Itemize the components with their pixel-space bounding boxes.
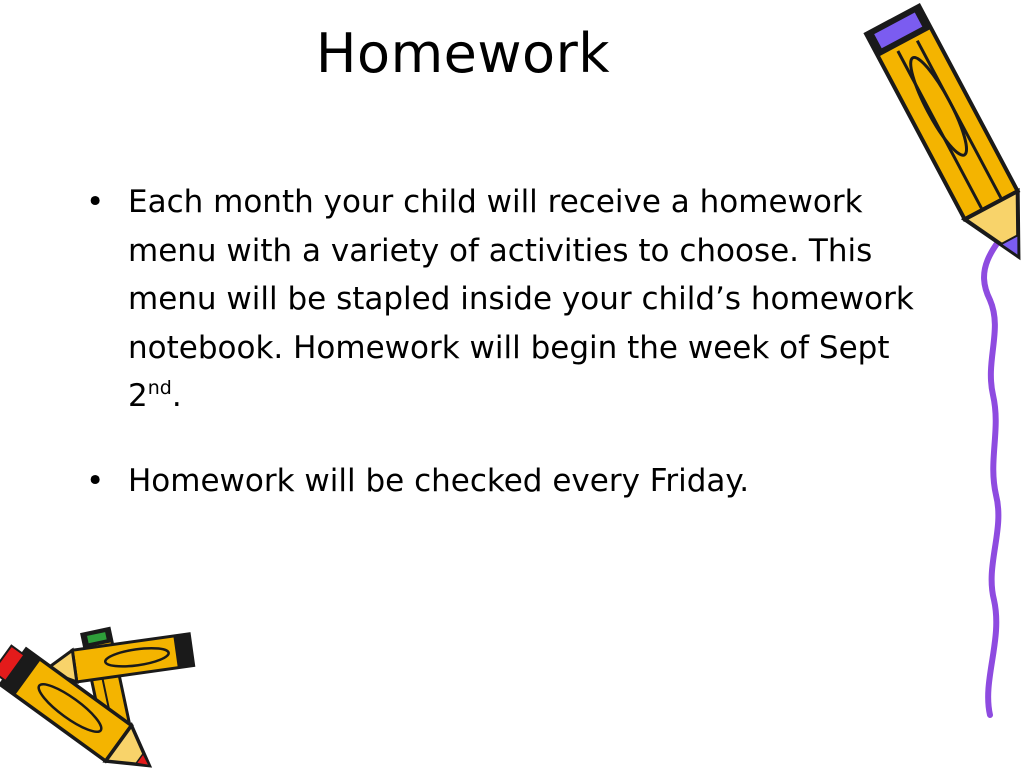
- bullet-item: [84, 457, 944, 506]
- bullet-dot: •: [86, 184, 105, 220]
- bullet-list: [84, 178, 944, 505]
- pencils-icon: [0, 628, 194, 768]
- slide-title: Homework: [315, 22, 611, 85]
- bullet-dot: •: [86, 462, 105, 499]
- bullet-text: Each month your child will receive a homework menu with a variety of activities to choose. This menu will be stapled inside your child’s homework notebook. Homework will begin the week of Sept 2: [128, 184, 914, 414]
- bullet-trailing: .: [171, 378, 182, 414]
- bullet-item: [84, 178, 944, 421]
- bullet-text: Homework will be checked every Friday.: [128, 462, 750, 499]
- bullet-superscript: nd: [147, 377, 172, 399]
- wavy-line-icon: [984, 220, 1016, 715]
